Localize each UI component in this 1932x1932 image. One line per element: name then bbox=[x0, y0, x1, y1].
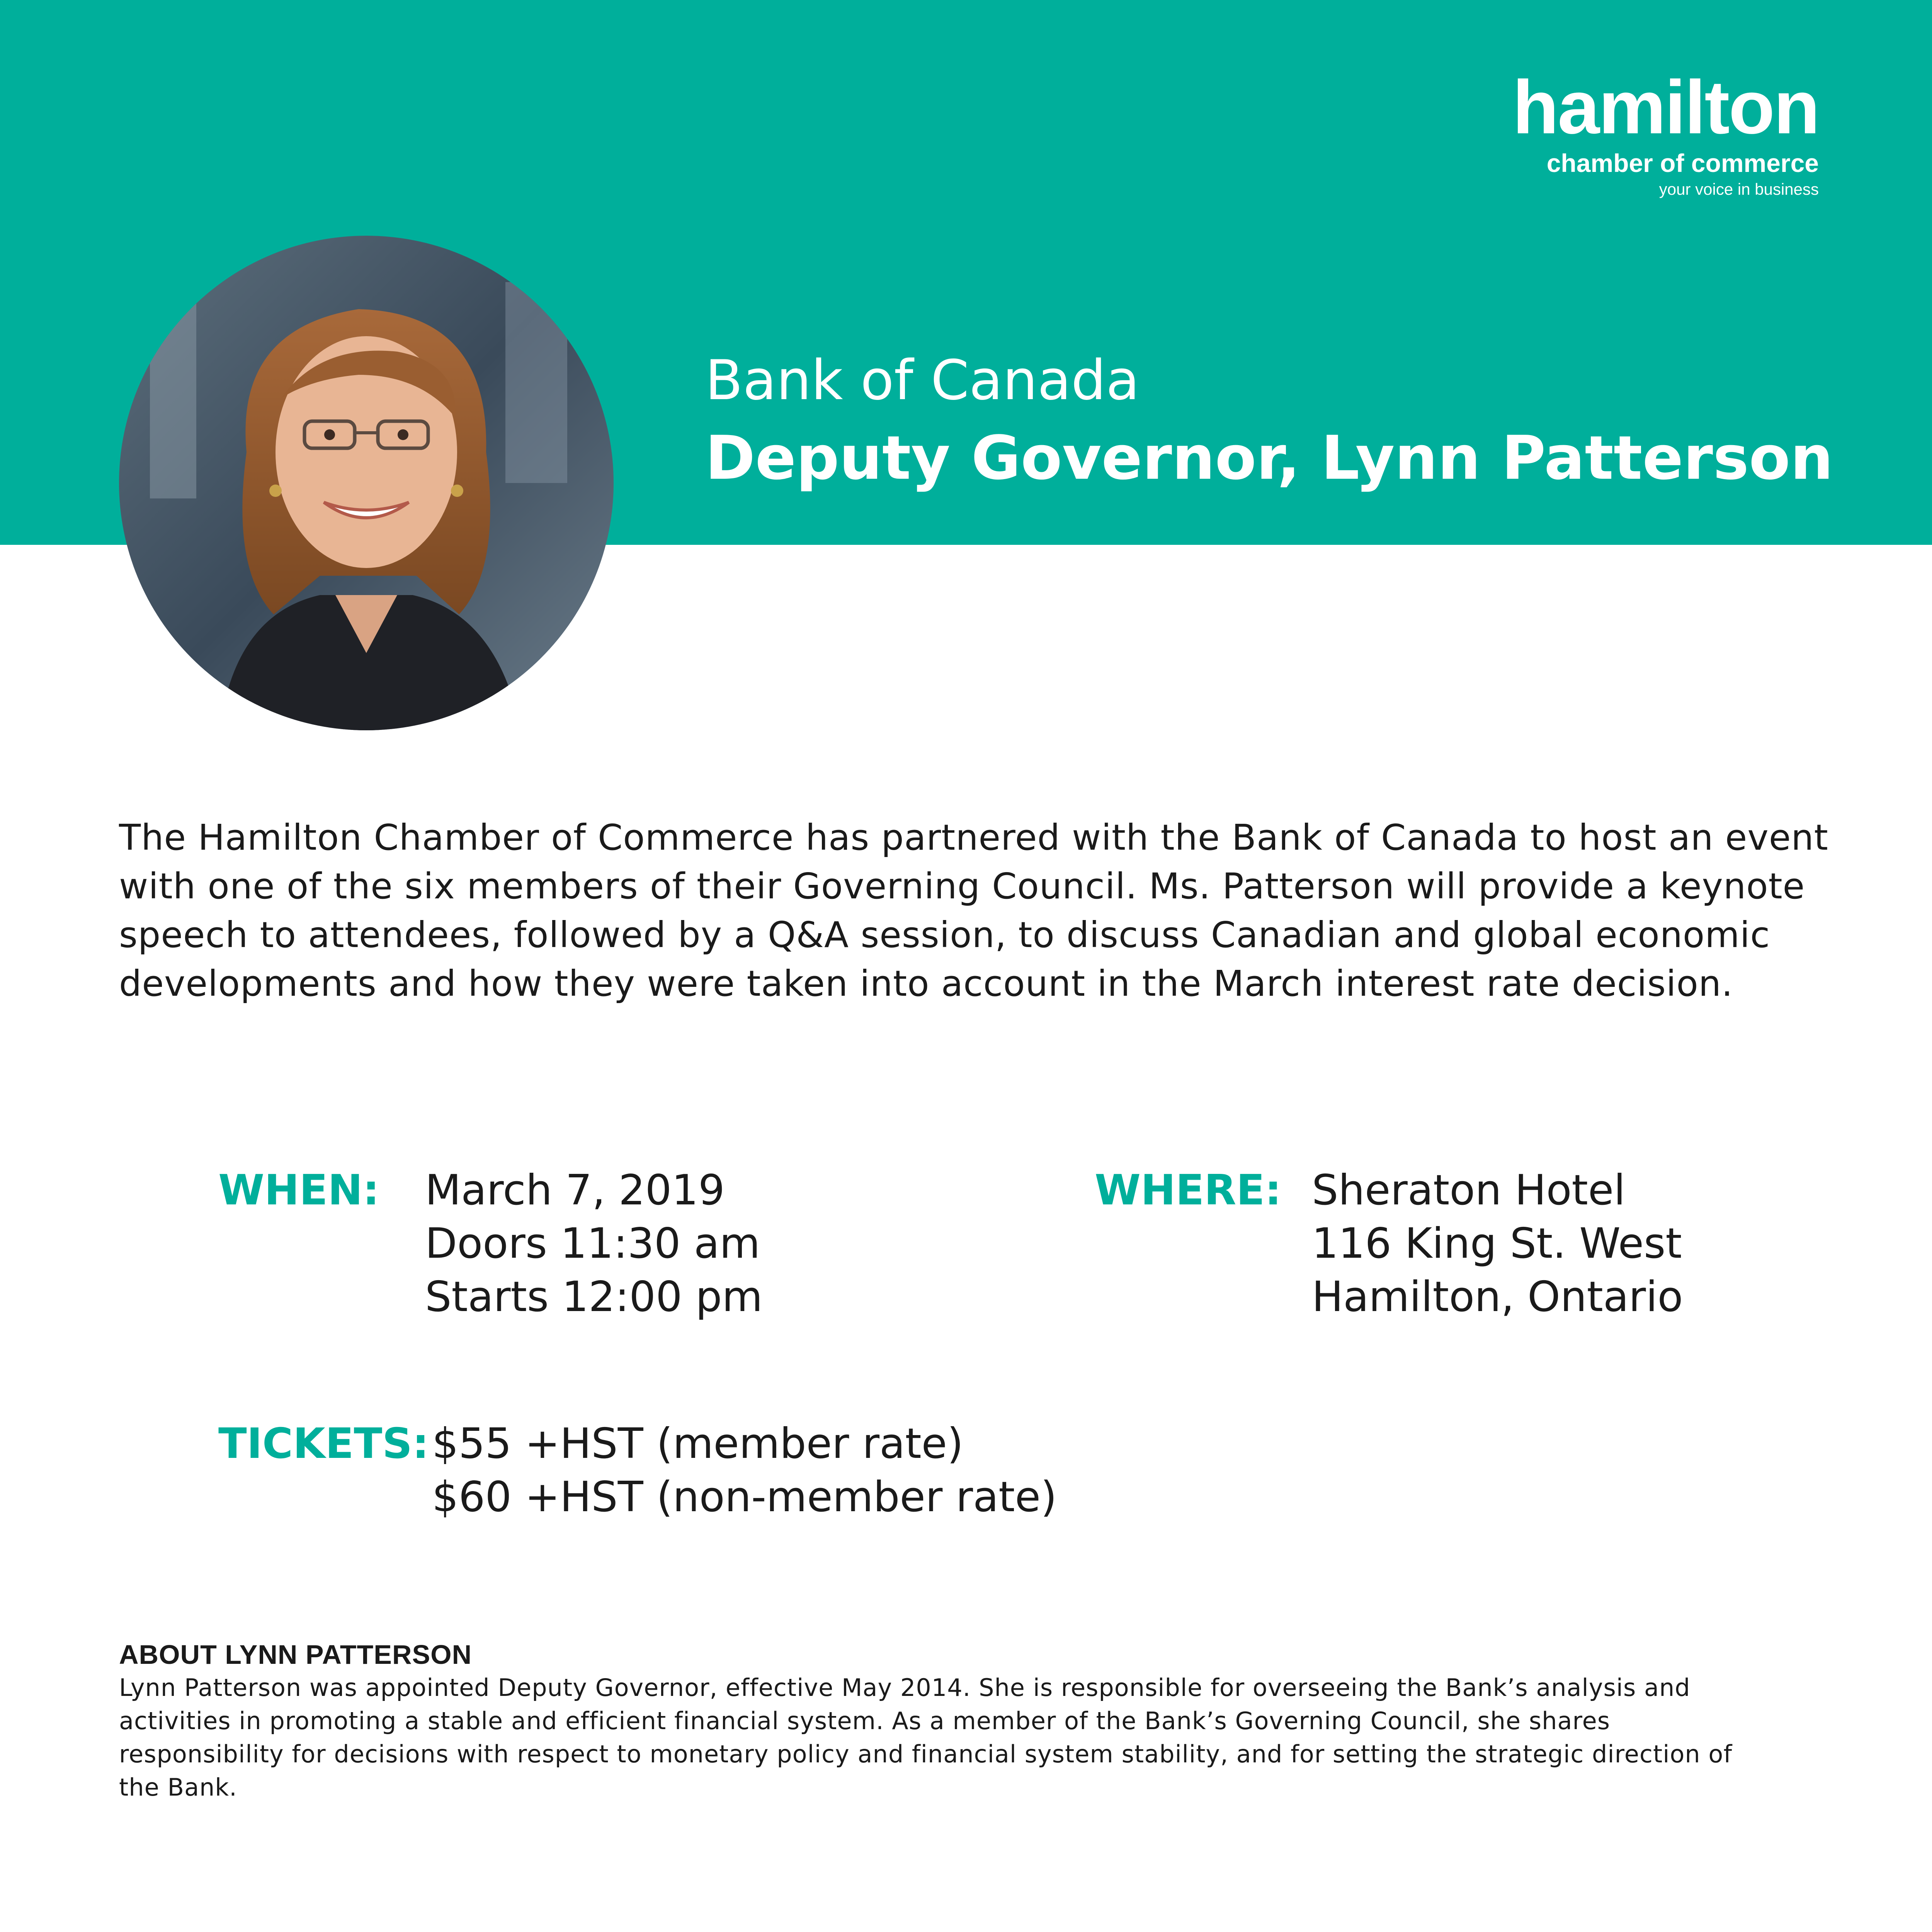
when-details bbox=[425, 1164, 763, 1324]
where-details bbox=[1312, 1164, 1683, 1324]
where-venue: Sheraton Hotel bbox=[1312, 1166, 1626, 1214]
where-street: 116 King St. West bbox=[1312, 1219, 1682, 1268]
logo-tagline: your voice in business bbox=[1659, 180, 1819, 198]
logo-sub-text: chamber of commerce bbox=[1546, 149, 1819, 177]
about-text: Lynn Patterson was appointed Deputy Governor, effective May 2014. She is responsible for overseeing the Bank’s analysis and activities in promoting a stable and efficient financial system. As a member of the Bank’s Governing Council, she shares responsibility for decisions with respect to monetary policy and financial system stability, and for setting the strategic direction of the Bank. bbox=[119, 1673, 1733, 1801]
tickets-details bbox=[432, 1417, 1057, 1524]
where-label: WHERE: bbox=[1095, 1166, 1282, 1214]
logo-main-text: hamilton bbox=[1512, 65, 1819, 150]
when-label: WHEN: bbox=[218, 1166, 379, 1214]
event-title: Deputy Governor, Lynn Patterson bbox=[705, 423, 1833, 493]
when-doors: Doors 11:30 am bbox=[425, 1219, 760, 1268]
where-city: Hamilton, Ontario bbox=[1312, 1273, 1683, 1321]
about-heading: ABOUT LYNN PATTERSON bbox=[119, 1639, 472, 1670]
chamber-logo bbox=[1512, 65, 1819, 200]
event-organization: Bank of Canada bbox=[705, 349, 1140, 412]
speaker-portrait bbox=[119, 236, 614, 730]
event-description: The Hamilton Chamber of Commerce has partnered with the Bank of Canada to host an event with one of the six members of their Governing Council. Ms. Patterson will provide a keynote speech to attendees, followed by a Q&A session, to discuss Canadian and global economic developments and how they were taken into account in the March interest rate decision. bbox=[119, 817, 1828, 1004]
ticket-member-rate: $55 +HST (member rate) bbox=[432, 1420, 964, 1468]
when-start: Starts 12:00 pm bbox=[425, 1273, 763, 1321]
tickets-label: TICKETS: bbox=[218, 1420, 429, 1468]
ticket-nonmember-rate: $60 +HST (non-member rate) bbox=[432, 1473, 1057, 1521]
when-date: March 7, 2019 bbox=[425, 1166, 725, 1214]
